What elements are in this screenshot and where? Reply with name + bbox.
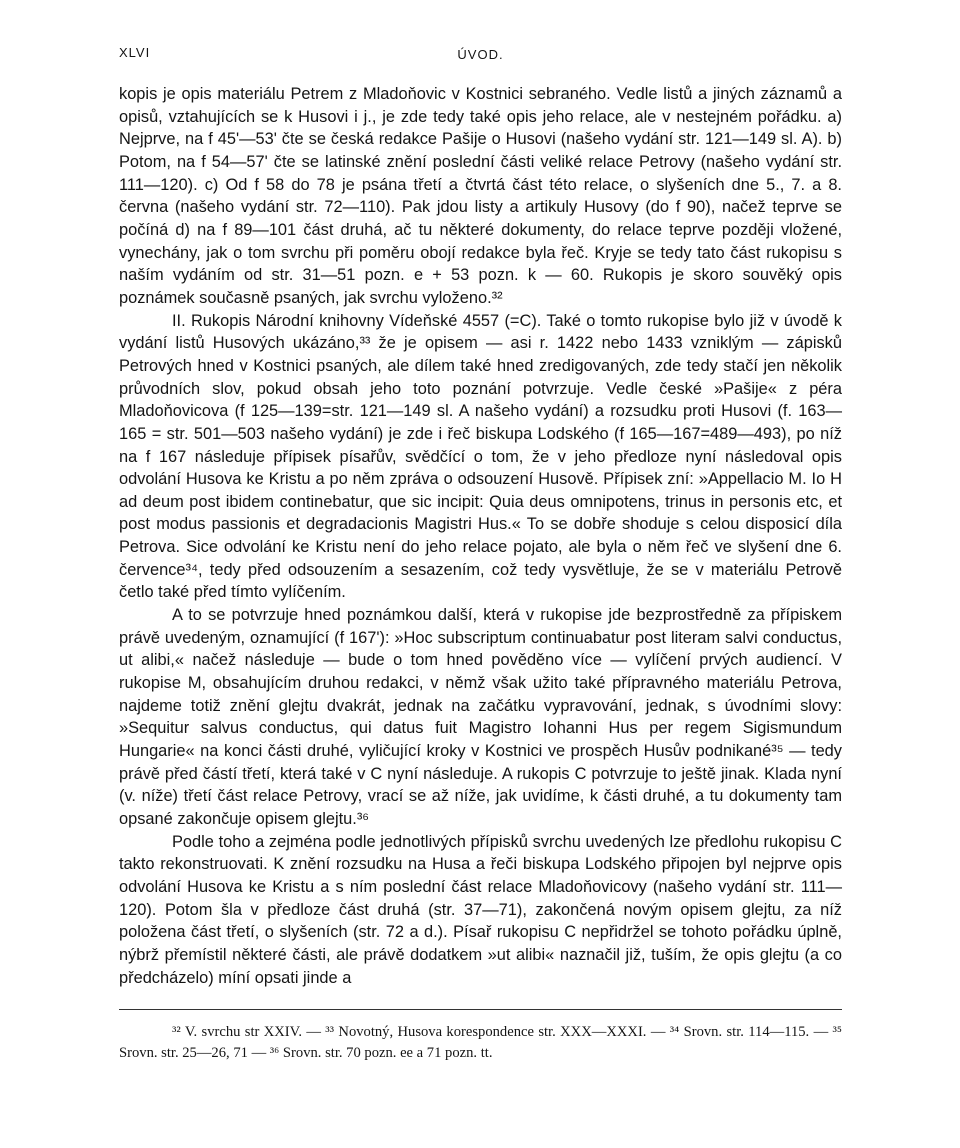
body-text [119, 83, 842, 989]
paragraph-manuscript-c: II. Rukopis Národní knihovny Vídeňské 4557 (=C). Také o tomto rukopise bylo již v úvodě k vydání listů Husových ukázáno,³³ že je opisem — asi r. 1422 nebo 1433 vzniklým — zápisků Petrových hned v Kostnici psaných, ale dílem také hned zredigovaných, zde tedy stačí jen několik průvodních slov, pokud obsah jeho toto poznání potvrzuje. Vedle české »Pašije« z péra Mladoňovicova (f 125—139=str. 121—149 sl. A našeho vydání) a rozsudku proti Husovi (f. 163—165 = str. 501—503 našeho vydání) je zde i řeč biskupa Lodského (f 165—167=489—493), po níž na f 167 následuje přípisek písařův, svědčící o tom, že v jeho předloze nyní následoval opis odvolání Husova ke Kristu a po něm zpráva o odsouzení Husově. Přípisek zní: »Appellacio M. Io H ad deum post ibidem continebatur, que sic incipit: Quia deus omnipotens, trinus in personis etc, et post modus passionis et degradacionis Magistri Hus.« To se dobře shoduje s celou disposicí díla Petrova. Sice odvolání ke Kristu není do jeho relace pojato, ale byla o něm řeč ve slyšení dne 6. července³⁴, tedy před odsouzením a sesazením, což tedy vysvětluje, že se v materiálu Petrově četlo také před tímto vylíčením. [119, 311, 842, 602]
chapter-title: ÚVOD. [457, 47, 504, 62]
paragraph-reconstruction: Podle toho a zejména podle jednotlivých přípisků svrchu uvedených lze předlohu rukopisu C takto rekonstruovati. K znění rozsudku na Husa a řeči biskupa Lodského připojen byl nejprve opis odvolání Husova ke Kristu a s ním poslední část relace Mladoňovicovy (našeho vydání str. 111—120). Potom šla v předloze část druhá (str. 37—71), zakončená novým opisem glejtu, za níž položena část třetí, o slyšeních (str. 72 a d.). Písař rukopisu C nepřidržel se tohoto pořádku úplně, nýbrž přemístil některé části, ale právě dodatkem »ut alibi« naznačil již, tuším, že opis glejtu (a co předcházelo) míní opsati jinde a [119, 832, 842, 987]
running-head [119, 45, 842, 65]
footnotes [119, 1022, 842, 1064]
page-number: XLVI [119, 45, 151, 60]
footnote-divider [119, 1009, 842, 1010]
paragraph-continuation: kopis je opis materiálu Petrem z Mladoňovic v Kostnici sebraného. Vedle listů a jiných záznamů a opisů, vztahujících se k Husovi i j., je zde tedy také opis jeho relace, ale v nestejném pořádku. a) Nejprve, na f 45'—53' čte se česká redakce Pašije o Husovi (našeho vydání str. 121—149 sl. A). b) Potom, na f 54—57' čte se latinské znění poslední části veliké relace Petrovy (našeho vydání str. 111—120). c) Od f 58 do 78 je psána třetí a čtvrtá část této relace, o slyšeních dne 5., 7. a 8. června (našeho vydání str. 72—110). Pak jdou listy a artikuly Husovy (do f 90), načež teprve se počíná d) na f 89—101 část druhá, ač tu některé dokumenty, do relace teprve později vložené, vynechány, jak o tom svrchu při poměru obojí redakce byla řeč. Kryje se tedy tato část rukopisu s naším vydáním od str. 31—51 pozn. e + 53 pozn. k — 60. Rukopis je skoro souvěký opis poznámek současně psaných, jak svrchu vyloženo.³² [119, 85, 842, 307]
footnote-text: ³² V. svrchu str XXIV. — ³³ Novotný, Husova korespondence str. XXX—XXXI. — ³⁴ Srovn. str. 114—115. — ³⁵ Srovn. str. 25—26, 71 — ³⁶ Srovn. str. 70 pozn. ee a 71 pozn. tt. [119, 1024, 842, 1061]
paragraph-confirmation: A to se potvrzuje hned poznámkou další, která v rukopise jde bezprostředně za přípiskem právě uvedeným, oznamující (f 167'): »Hoc subscriptum continuabatur post literam salvi conductus, ut alibi,« načež následuje — bude o tom hned pověděno více — vylíčení prvých audiencí. V rukopise M, obsahujícím druhou redakci, v němž však užito také přípravného materiálu Petrova, najdeme totiž znění glejtu dvakrát, jednak na začátku vypravování, jednak, s úvodními slovy: »Sequitur salvus conductus, qui datus fuit Magistro Iohanni Hus per regem Sigismundum Hungarie« na konci části druhé, vyličující kroky v Kostnici ve prospěch Husův podnikané³⁵ — tedy právě před částí třetí, která také v C nyní následuje. A rukopis C potvrzuje to ještě jinak. Klada nyní (v. níže) třetí část relace Petrovy, vrací se až níže, jak uvidíme, k části druhé, a tu dokumenty tam opsané zakončuje opisem glejtu.³⁶ [119, 606, 842, 828]
